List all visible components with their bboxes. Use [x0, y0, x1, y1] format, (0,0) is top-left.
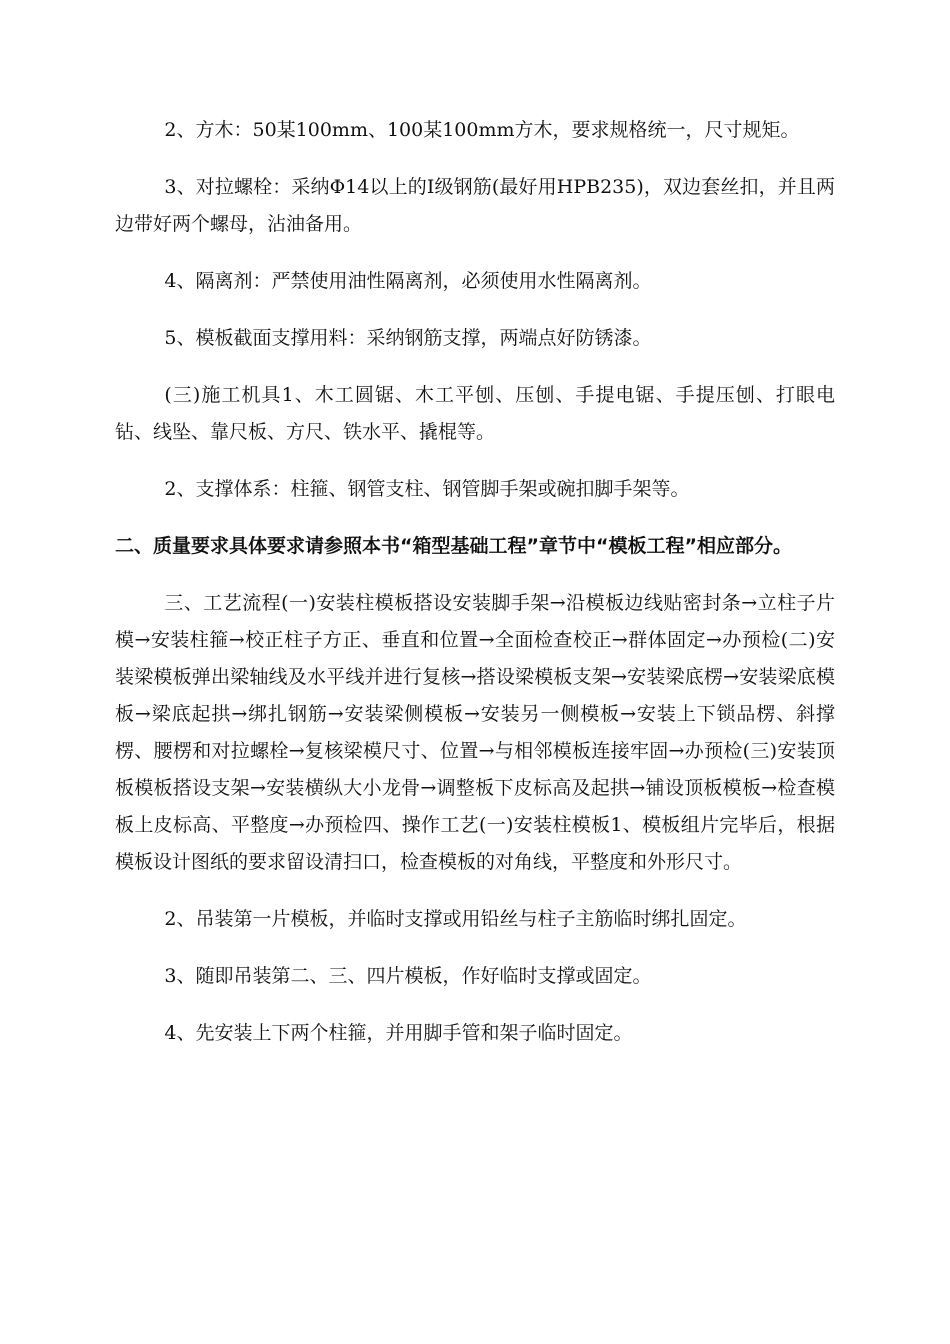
- paragraph-install-hoops: 4、先安装上下两个柱箍，并用脚手管和架子临时固定。: [164, 1022, 633, 1044]
- document-page: [115, 112, 835, 1072]
- paragraph-machinery: (三)施工机具1、木工圆锯、木工平刨、压刨、手提电锯、手提压刨、打眼电钻、线坠、靠尺板、方尺、铁水平、撬棍等。: [115, 384, 835, 443]
- paragraph-support-system: 2、支撑体系：柱箍、钢管支柱、钢管脚手架或碗扣脚手架等。: [164, 478, 690, 500]
- paragraph-timber: 2、方木：50某100mm、100某100mm方木，要求规格统一，尺寸规矩。: [164, 119, 800, 141]
- section-heading-quality: 二、质量要求具体要求请参照本书“箱型基础工程”章节中“模板工程”相应部分。: [115, 535, 792, 557]
- paragraph-process-flow: 三、工艺流程(一)安装柱模板搭设安装脚手架→沿模板边线贴密封条→立柱子片模→安装柱箍→校正柱子方正、垂直和位置→全面检查校正→群体固定→办预检(二)安装梁模板弹出梁轴线及水平线并进行复核→搭设梁模板支架→安装梁底楞→安装梁底模板→梁底起拱→绑扎钢筋→安装梁侧模板→安装另一侧模板→安装上下锁品楞、斜撑楞、腰楞和对拉螺栓→复核梁模尺寸、位置→与相邻模板连接牢固→办预检(三)安装顶板模板搭设支架→安装横纵大小龙骨→调整板下皮标高及起拱→铺设顶板模板→检查模板上皮标高、平整度→办预检四、操作工艺(一)安装柱模板1、模板组片完毕后，根据模板设计图纸的要求留设清扫口，检查模板的对角线，平整度和外形尺寸。: [115, 592, 835, 873]
- paragraph-release-agent: 4、隔离剂：严禁使用油性隔离剂，必须使用水性隔离剂。: [164, 270, 652, 292]
- paragraph-tie-bolts: 3、对拉螺栓：采纳Φ14以上的Ⅰ级钢筋(最好用HPB235)，双边套丝扣，并且两边带好两个螺母，沾油备用。: [115, 176, 835, 235]
- paragraph-support-material: 5、模板截面支撑用料：采纳钢筋支撑，两端点好防锈漆。: [164, 327, 652, 349]
- paragraph-hoist-first-panel: 2、吊装第一片模板，并临时支撑或用铅丝与柱子主筋临时绑扎固定。: [164, 908, 747, 930]
- paragraph-hoist-other-panels: 3、随即吊装第二、三、四片模板，作好临时支撑或固定。: [164, 965, 652, 987]
